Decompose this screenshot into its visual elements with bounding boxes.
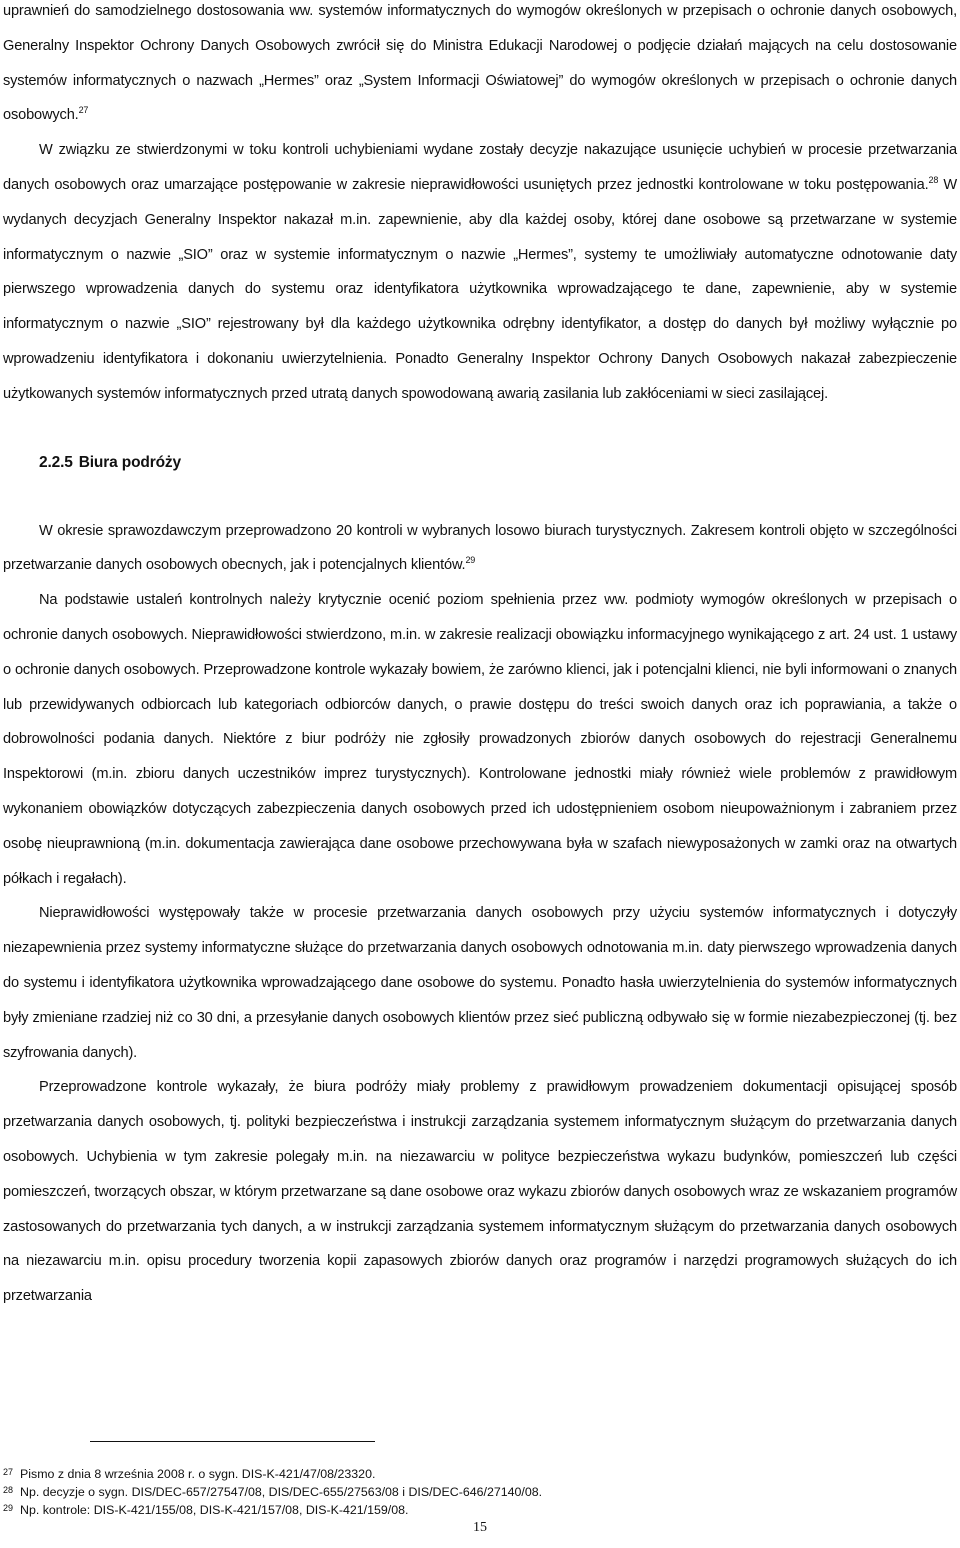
footnote-separator [90, 1441, 375, 1442]
section-number: 2.2.5 [39, 453, 73, 471]
footnote [3, 1483, 903, 1501]
paragraph-text: Na podstawie ustaleń kontrolnych należy krytycznie ocenić poziom spełnienia przez ww. podmioty wymogów określonych w przepisach o ochronie danych osobowych. Nieprawidłowości stwierdzono, m.in. w zakresie realizacji obowiązku informacyjnego wynikającego z art. 24 ust. 1 ustawy o ochronie danych osobowych. Przeprowadzone kontrole wykazały bowiem, że zarówno klienci, jak i potencjalni klienci, nie byli informowani o znanych lub przewidywanych odbiorcach lub kategoriach odbiorców danych, o prawie dostępu do treści swoich danych oraz ich poprawiania, a także o dobrowolności podania danych. Niektóre z biur podróży nie zgłosiły prowadzonych zbiorów danych osobowych do rejestracji Generalnemu Inspektorowi (m.in. zbioru danych uczestników imprez turystycznych). Kontrolowane jednostki miały również wiele problemów z prawidłowym wykonaniem obowiązków dotyczących zabezpieczenia danych osobowych przed ich udostępnieniem osobom nieupoważnionym i zabraniem przez osobę nieuprawnioną (m.in. dokumentacja zawierająca dane osobowe przechowywana była w szafach niewyposażonych w zamki oraz na otwartych półkach i regałach). [3, 592, 957, 887]
paragraph-text: uprawnień do samodzielnego dostosowania ww. systemów informatycznych do wymogów określonych w przepisach o ochronie danych osobowych, Generalny Inspektor Ochrony Danych Osobowych zwrócił się do Ministra Edukacji Narodowej o podjęcie działań mających na celu dostosowanie systemów informatycznych o nazwach „Hermes” oraz „System Informacji Oświatowej” do wymogów określonych w przepisach o ochronie danych osobowych. [3, 3, 957, 124]
paragraph [3, 583, 957, 896]
footnote-reference[interactable]: 29 [465, 555, 476, 566]
paragraph-text: Nieprawidłowości występowały także w procesie przetwarzania danych osobowych przy użyciu systemów informatycznych i dotyczyły niezapewnienia przez systemy informatyczne służące do przetwarzania danych osobowych odnotowania m.in. daty pierwszego wprowadzenia danych do systemu i identyfikatora użytkownika wprowadzającego dane osobowe do systemu. Ponadto hasła uwierzytelnienia do systemów informatycznych były zmieniane rzadziej niż co 30 dni, a przesyłanie danych osobowych klientów przez sieć publiczną odbywało się w formie niezabezpieczonej (tj. bez szyfrowania danych). [3, 905, 957, 1061]
footnote-number: 27 [3, 1467, 14, 1477]
footnote-text: Np. kontrole: DIS-K-421/155/08, DIS-K-421/157/08, DIS-K-421/159/08. [20, 1503, 409, 1517]
footnote-text: Np. decyzje o sygn. DIS/DEC-657/27547/08, DIS/DEC-655/27563/08 i DIS/DEC-646/27140/08. [20, 1485, 543, 1499]
body-text [3, 0, 957, 1314]
paragraph-text: Przeprowadzone kontrole wykazały, że biura podróży miały problemy z prawidłowym prowadzeniem dokumentacji opisującej sposób przetwarzania danych osobowych, tj. polityki bezpieczeństwa i instrukcji zarządzania systemem informatycznym służącym do przetwarzania danych osobowych. Uchybienia w tym zakresie polegały m.in. na niezawarciu w polityce bezpieczeństwa wykazu budynków, pomieszczeń lub części pomieszczeń, tworzących obszar, w którym przetwarzane są dane osobowe oraz wykazu zbiorów danych osobowych wraz ze wskazaniem programów zastosowanych do przetwarzania tych danych, a w instrukcji zarządzania systemem informatycznym służącym do przetwarzania danych osobowych na niezawarciu m.in. opisu procedury tworzenia kopii zapasowych zbiorów danych oraz programów i narzędzi programowych służących do ich przetwarzania [3, 1079, 957, 1305]
footnote-reference[interactable]: 28 [928, 175, 939, 186]
paragraph-continued [3, 0, 957, 133]
footnote-reference[interactable]: 27 [78, 105, 89, 116]
footnote [3, 1465, 903, 1483]
paragraph-text: W związku ze stwierdzonymi w toku kontroli uchybieniami wydane zostały decyzje nakazujące usunięcie uchybień w procesie przetwarzania danych osobowych oraz umarzające postępowanie w zakresie nieprawidłowości usuniętych przez jednostki kontrolowane w toku postępowania. [3, 142, 957, 193]
paragraph [3, 1070, 957, 1314]
footnote [3, 1501, 903, 1519]
paragraph-text-continued: W wydanych decyzjach Generalny Inspektor nakazał m.in. zapewnienie, aby dla każdej osoby, której dane osobowe są przetwarzane w systemie informatycznym o nazwie „SIO” oraz w systemie informatycznym o nazwie „Hermes”, systemy te umożliwiały automatyczne odnotowanie daty pierwszego wprowadzenia danych do systemu oraz identyfikatora użytkownika wprowadzającego te dane, zapewnienie, aby w systemie informatycznym o nazwie „SIO” rejestrowany był dla każdego użytkownika odrębny identyfikator, a dostęp do danych był możliwy wyłącznie po wprowadzeniu identyfikatora i dokonaniu uwierzytelnienia. Ponadto Generalny Inspektor Ochrony Danych Osobowych nakazał zabezpieczenie użytkowanych systemów informatycznych przed utratą danych spowodowaną awarią zasilania lub zakłóceniami w sieci zasilającej. [3, 176, 957, 402]
paragraph [3, 514, 957, 584]
paragraph-text: W okresie sprawozdawczym przeprowadzono 20 kontroli w wybranych losowo biurach turystycznych. Zakresem kontroli objęto w szczególności przetwarzanie danych osobowych obecnych, jak i potencjalnych klientów. [3, 522, 957, 574]
footnote-number: 29 [3, 1503, 14, 1513]
footnote-text: Pismo z dnia 8 września 2008 r. o sygn. DIS-K-421/47/08/23320. [20, 1467, 376, 1481]
footnote-number: 28 [3, 1485, 14, 1495]
paragraph [3, 133, 957, 411]
section-heading [3, 446, 957, 480]
page-number: 15 [473, 1520, 487, 1535]
section-title: Biura podróży [78, 453, 181, 471]
footnotes [3, 1465, 903, 1519]
paragraph [3, 896, 957, 1070]
